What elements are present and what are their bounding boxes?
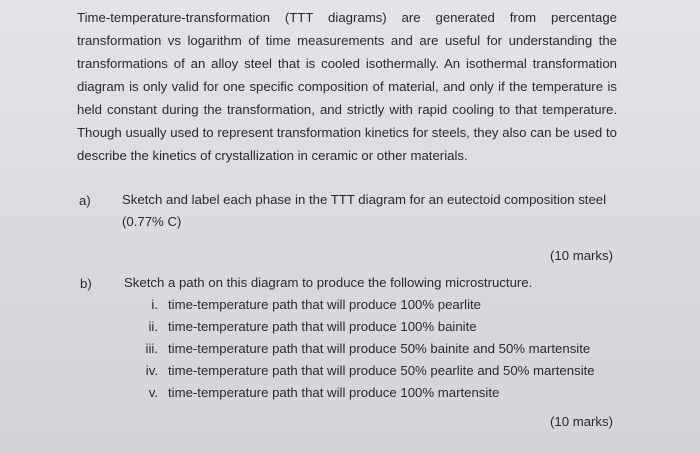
list-item: [130, 382, 610, 404]
list-item: [130, 360, 610, 382]
list-numeral: ii.: [148, 319, 158, 334]
list-text: time-temperature path that will produce 50% pearlite and 50% martensite: [168, 363, 595, 378]
question-b-marks: (10 marks): [549, 414, 613, 429]
intro-paragraph: Time-temperature-transformation (TTT diagrams) are generated from percentage transformation vs logarithm of time measurements and are useful for understanding the transformations of an alloy steel that is cooled isothermally. An isothermal transformation diagram is only valid for one specific composition of material, and only if the temperature is held constant during the transformation, and strictly with rapid cooling to that temperature. Though usually used to represent transformation kinetics for steels, they also can be used to describe the kinetics of crystallization in ceramic or other materials.: [77, 10, 617, 163]
list-text: time-temperature path that will produce 100% pearlite: [168, 297, 482, 312]
question-a-letter: a): [79, 193, 91, 208]
list-numeral: iii.: [145, 341, 158, 356]
list-text: time-temperature path that will produce 50% bainite and 50% martensite: [168, 341, 591, 356]
list-text: time-temperature path that will produce 100% bainite: [168, 319, 477, 334]
list-item: [130, 294, 610, 316]
question-b-sublist: [130, 294, 610, 404]
list-item: [130, 338, 610, 360]
question-a-marks: (10 marks): [549, 248, 613, 263]
question-a-line1: Sketch and label each phase in the TTT diagram for an eutectoid composition steel: [122, 192, 607, 207]
list-numeral: iv.: [145, 363, 158, 378]
question-a-text: [122, 189, 622, 233]
question-b-text: Sketch a path on this diagram to produce the following microstructure.: [124, 275, 533, 290]
list-numeral: i.: [151, 297, 158, 312]
list-numeral: v.: [148, 385, 158, 400]
list-text: time-temperature path that will produce 100% martensite: [168, 385, 500, 400]
question-b-letter: b): [80, 276, 92, 291]
list-item: [130, 316, 610, 338]
question-a-line2: (0.77% C): [122, 214, 182, 229]
